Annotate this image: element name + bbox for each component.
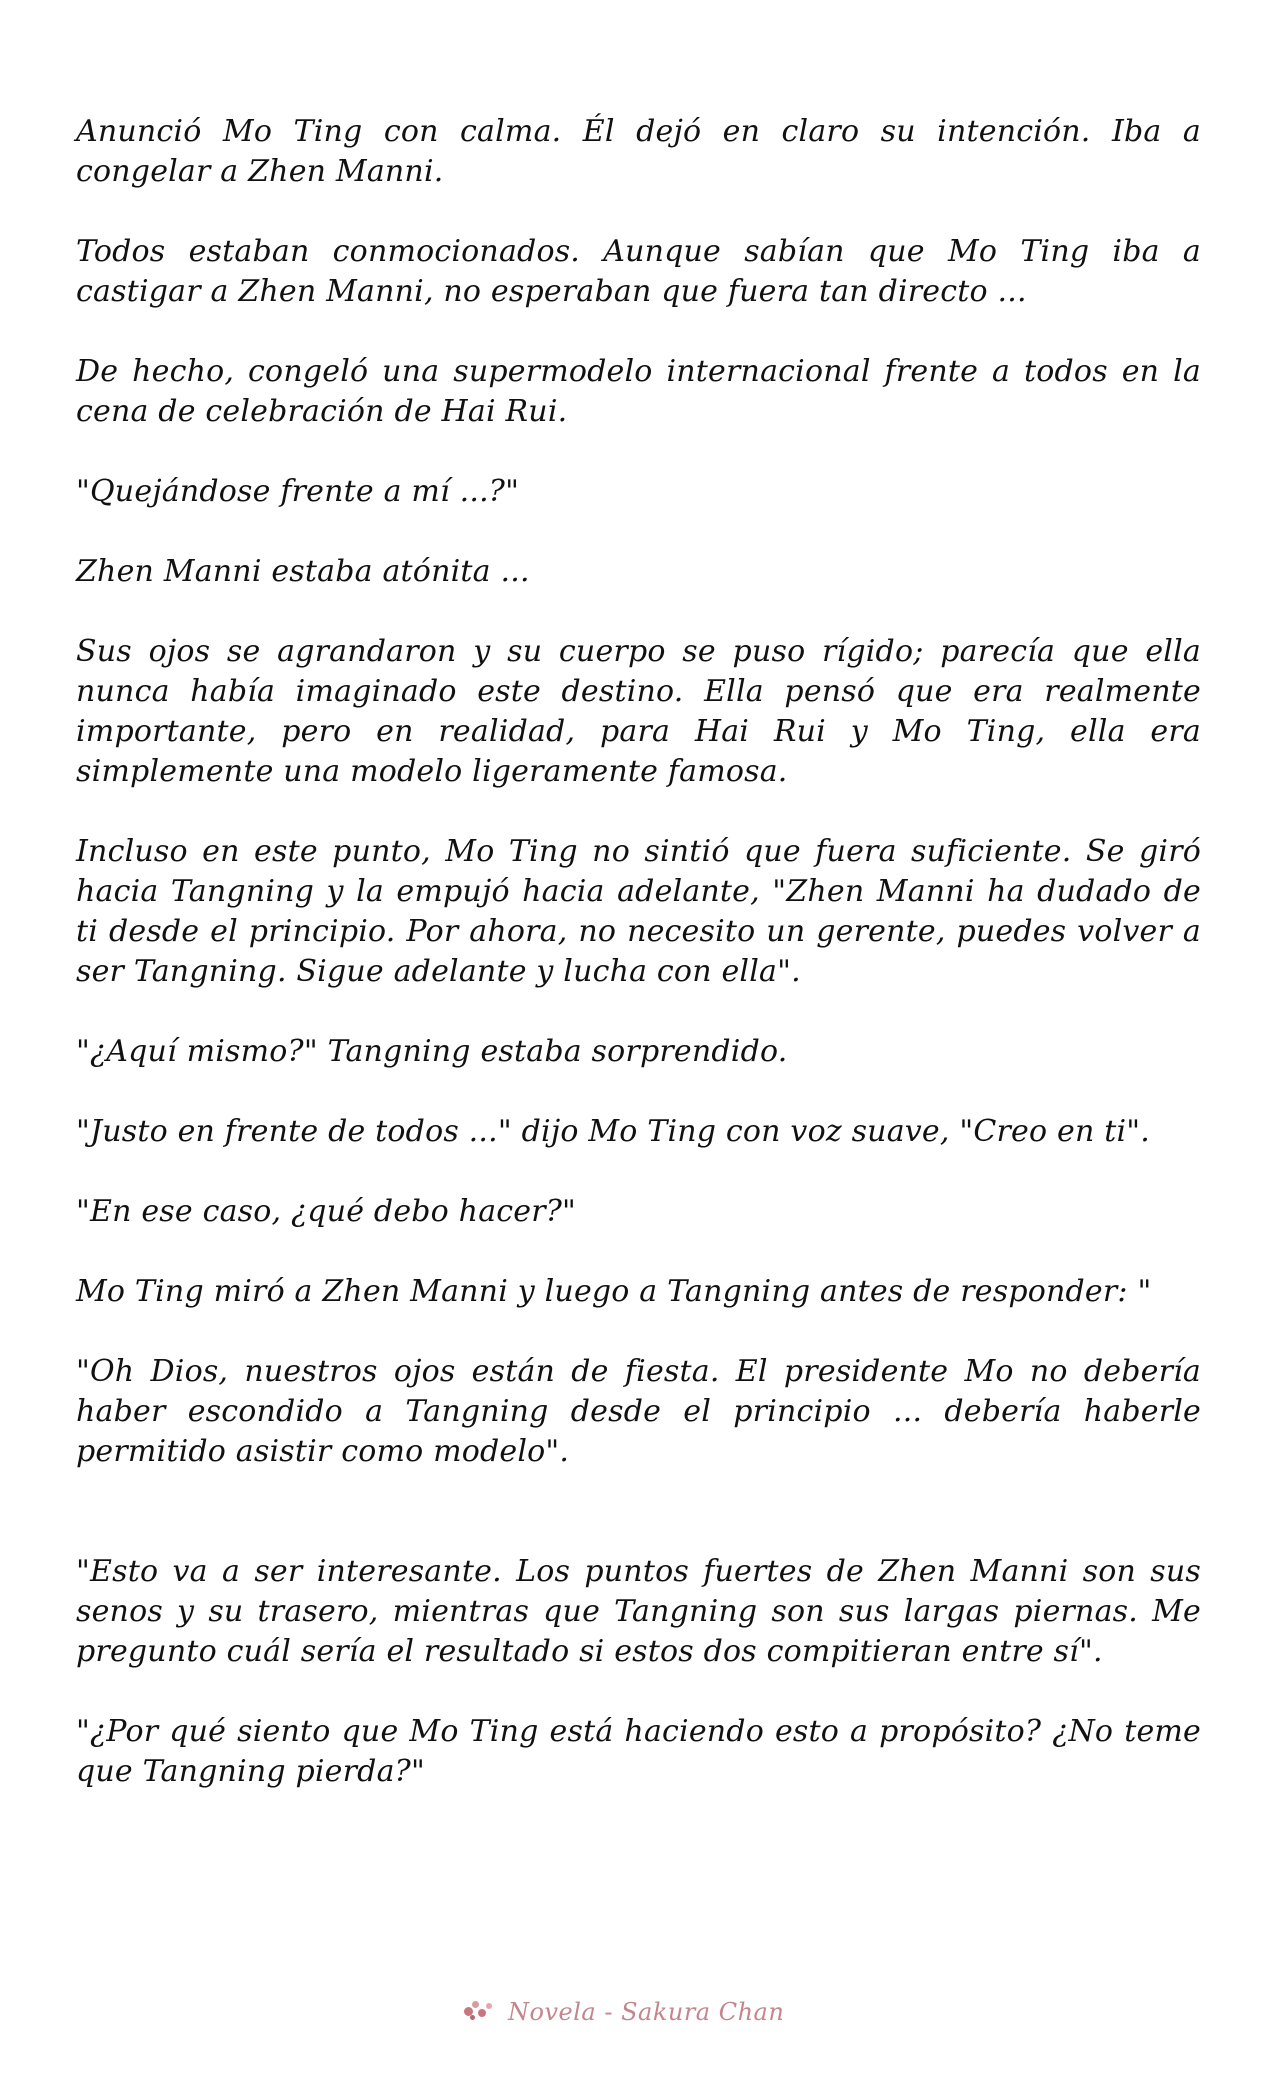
paragraph: "Quejándose frente a mí ...?" — [76, 474, 520, 509]
paragraph: "En ese caso, ¿qué debo hacer?" — [76, 1194, 577, 1229]
document-body — [76, 112, 1201, 1832]
paragraph: "Esto va a ser interesante. Los puntos fuertes de Zhen Manni son sus senos y su trasero, mientras que Tangning son sus largas piernas. Me pregunto cuál sería el resultado si estos dos compitieran entre sí". — [76, 1554, 1201, 1669]
paragraph: Mo Ting miró a Zhen Manni y luego a Tangning antes de responder: " — [76, 1274, 1152, 1309]
paragraph: "Justo en frente de todos ..." dijo Mo Ting con voz suave, "Creo en ti". — [76, 1114, 1150, 1149]
paragraph: "¿Aquí mismo?" Tangning estaba sorprendido. — [76, 1034, 788, 1069]
watermark-text: Novela - Sakura Chan — [508, 1998, 785, 2026]
paragraph: Anunció Mo Ting con calma. Él dejó en claro su intención. Iba a congelar a Zhen Manni. — [76, 114, 1201, 189]
paragraph: Todos estaban conmocionados. Aunque sabían que Mo Ting iba a castigar a Zhen Manni, no esperaban que fuera tan directo ... — [76, 234, 1201, 309]
paragraph: "Oh Dios, nuestros ojos están de fiesta. El presidente Mo no debería haber escondido a Tangning desde el principio ... debería haberle permitido asistir como modelo". — [76, 1354, 1201, 1469]
paragraph: De hecho, congeló una supermodelo internacional frente a todos en la cena de celebración de Hai Rui. — [76, 354, 1201, 429]
paragraph: Incluso en este punto, Mo Ting no sintió que fuera suficiente. Se giró hacia Tangning y la empujó hacia adelante, "Zhen Manni ha dudado de ti desde el principio. Por ahora, no necesito un gerente, puedes volver a ser Tangning. Sigue adelante y lucha con ella". — [76, 834, 1201, 989]
paragraph: Zhen Manni estaba atónita ... — [76, 554, 530, 589]
paragraph: Sus ojos se agrandaron y su cuerpo se puso rígido; parecía que ella nunca había imaginado este destino. Ella pensó que era realmente importante, pero en realidad, para Hai Rui y Mo Ting, ella era simplemente una modelo ligeramente famosa. — [76, 634, 1201, 789]
cherry-blossom-icon — [462, 1997, 498, 2027]
paragraph: "¿Por qué siento que Mo Ting está haciendo esto a propósito? ¿No teme que Tangning pierda?" — [76, 1714, 1201, 1789]
watermark — [462, 1985, 832, 2039]
